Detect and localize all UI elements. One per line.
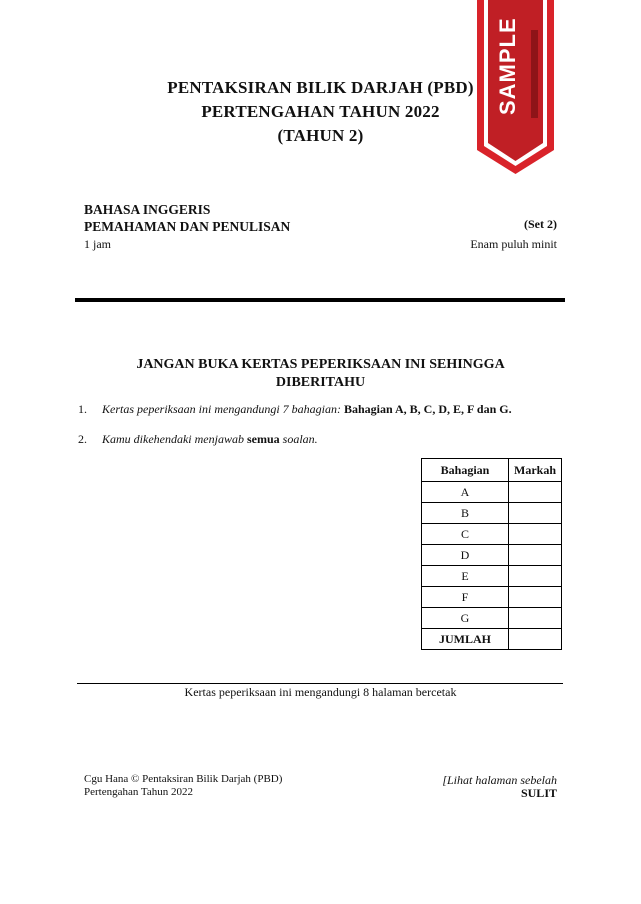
header-divider <box>75 298 565 302</box>
instruction-number: 2. <box>78 432 87 446</box>
instruction-item-1 <box>0 402 641 418</box>
instruction-text-bold: Bahagian A, B, C, D, E, F dan G. <box>343 402 512 416</box>
duration-words: Enam puluh minit <box>470 237 557 251</box>
section-label: B <box>422 503 509 524</box>
table-row <box>422 503 562 524</box>
instruction-text-bold: semua <box>246 432 280 446</box>
set-number: (Set 2) <box>524 217 557 231</box>
section-label: A <box>422 482 509 503</box>
page-note-divider <box>77 683 563 684</box>
marks-cell[interactable] <box>509 587 562 608</box>
instruction-text-main: Kamu dikehendaki menjawab <box>102 432 244 446</box>
footer-exam-period: Pertengahan Tahun 2022 <box>84 786 194 798</box>
duration-hours: 1 jam <box>84 237 111 251</box>
table-row <box>422 524 562 545</box>
table-header-row <box>422 459 562 482</box>
table-total-row <box>422 629 562 650</box>
instruction-number: 1. <box>78 402 87 416</box>
footer-see-next-page: [Lihat halaman sebelah <box>442 773 557 787</box>
section-label: C <box>422 524 509 545</box>
section-label: D <box>422 545 509 566</box>
header-title-line-3: (TAHUN 2) <box>277 126 364 145</box>
table-row <box>422 587 562 608</box>
warning-line-2: DIBERITAHU <box>275 375 366 390</box>
marks-cell[interactable] <box>509 545 562 566</box>
marks-cell[interactable] <box>509 608 562 629</box>
header-title-line-1: PENTAKSIRAN BILIK DARJAH (PBD) <box>167 78 474 97</box>
subject-name: BAHASA INGGERIS <box>84 202 211 217</box>
section-label: F <box>422 587 509 608</box>
column-header-markah: Markah <box>509 459 562 482</box>
footer-copyright: Cgu Hana © Pentaksiran Bilik Darjah (PBD) <box>84 773 283 785</box>
total-label: JUMLAH <box>422 629 509 650</box>
column-header-bahagian: Bahagian <box>422 459 509 482</box>
table-row <box>422 482 562 503</box>
section-label: G <box>422 608 509 629</box>
marks-table <box>421 458 562 650</box>
warning-line-1: JANGAN BUKA KERTAS PEPERIKSAAN INI SEHINGGA <box>136 357 505 372</box>
total-marks-cell[interactable] <box>509 629 562 650</box>
instruction-text-main: Kertas peperiksaan ini mengandungi 7 bahagian: <box>102 402 341 416</box>
section-label: E <box>422 566 509 587</box>
instruction-text <box>102 402 512 417</box>
sample-ribbon-badge <box>477 0 554 174</box>
instruction-item-2 <box>0 432 641 448</box>
table-row <box>422 566 562 587</box>
footer-confidential: SULIT <box>520 786 557 800</box>
instruction-text <box>102 432 318 447</box>
marks-cell[interactable] <box>509 524 562 545</box>
marks-cell[interactable] <box>509 566 562 587</box>
marks-cell[interactable] <box>509 482 562 503</box>
paper-title: PEMAHAMAN DAN PENULISAN <box>84 219 291 234</box>
sample-label: SAMPLE <box>495 17 520 115</box>
table-row <box>422 608 562 629</box>
header-title-line-2: PERTENGAHAN TAHUN 2022 <box>201 102 440 121</box>
marks-cell[interactable] <box>509 503 562 524</box>
table-row <box>422 545 562 566</box>
instruction-text-end: soalan. <box>282 432 318 446</box>
page-count-note: Kertas peperiksaan ini mengandungi 8 halaman bercetak <box>184 685 457 699</box>
